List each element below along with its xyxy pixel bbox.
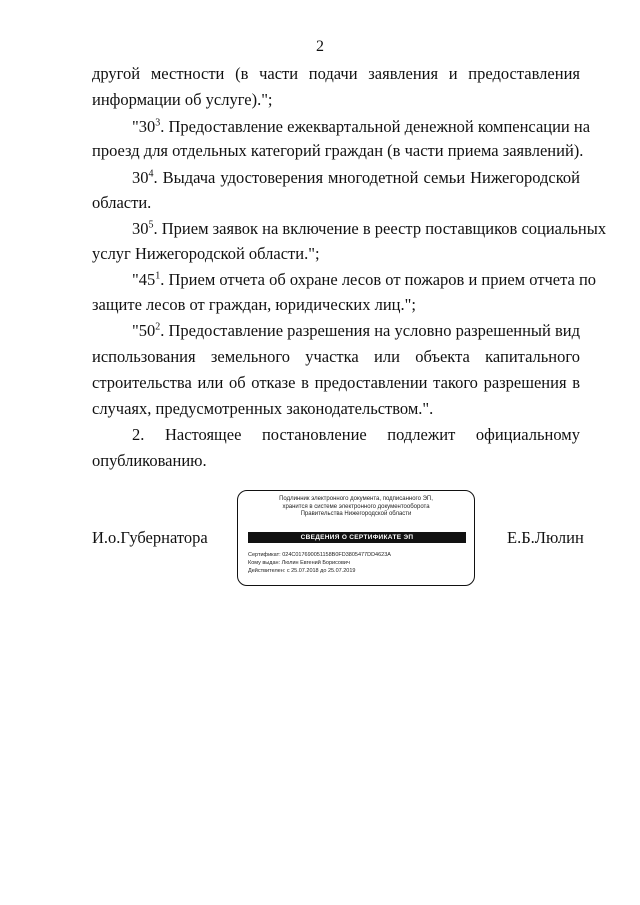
paragraph-30-5: $30^5$. Прием заявок на включение в реестр поставщиков социальных	[132, 219, 607, 238]
paragraph-50-2: "$50^2$. Предоставление разрешения на условно разрешенный вид	[132, 321, 580, 340]
signer-name: Е.Б.Люлин	[507, 528, 584, 547]
certificate-serial: Сертификат: 024C017690051158B0FD3805477DD4623A	[248, 552, 391, 558]
paragraph-30-3: "$30^3$. Предоставление ежеквартальной денежной компенсации на	[132, 117, 591, 136]
stamp-header: СВЕДЕНИЯ О СЕРТИФИКАТЕ ЭП	[248, 532, 466, 543]
stamp-details	[248, 551, 391, 575]
signer-title: И.о.Губернатора	[92, 528, 208, 547]
paragraph-30-4: $30^4$. Выдача удостоверения многодетной семьи Нижегородской	[132, 168, 580, 187]
text-line: другой местности (в части подачи заявления и предоставления	[92, 64, 580, 83]
text-line: защите лесов от граждан, юридических лиц.";	[92, 295, 416, 314]
text-line: случаях, предусмотренных законодательством.".	[92, 399, 434, 418]
paragraph-45-1: "$45^1$. Прием отчета об охране лесов от пожаров и прием отчета по	[132, 270, 597, 289]
text-line: использования земельного участка или объекта капитального	[92, 347, 580, 366]
text-line: области.	[92, 193, 152, 212]
text-line: проезд для отдельных категорий граждан (в части приема заявлений).	[92, 141, 584, 160]
paragraph-2: 2. Настоящее постановление подлежит официальному	[132, 425, 580, 444]
page-number: 2	[316, 38, 324, 55]
certificate-validity: Действителен: с 25.07.2018 до 25.07.2019	[248, 568, 356, 574]
certificate-owner: Кому выдан: Люлин Евгений Борисович	[248, 560, 350, 566]
text-line: информации об услуге).";	[92, 90, 273, 109]
text-line: строительства или об отказе в предоставлении такого разрешения в	[92, 373, 580, 392]
text-line: опубликованию.	[92, 451, 207, 470]
text-line: услуг Нижегородской области.";	[92, 244, 320, 263]
e-signature-stamp	[237, 490, 475, 586]
stamp-caption: Подлинник электронного документа, подписанного ЭП, хранится в системе электронного документооборота Правительства Нижегородской области	[279, 496, 433, 517]
